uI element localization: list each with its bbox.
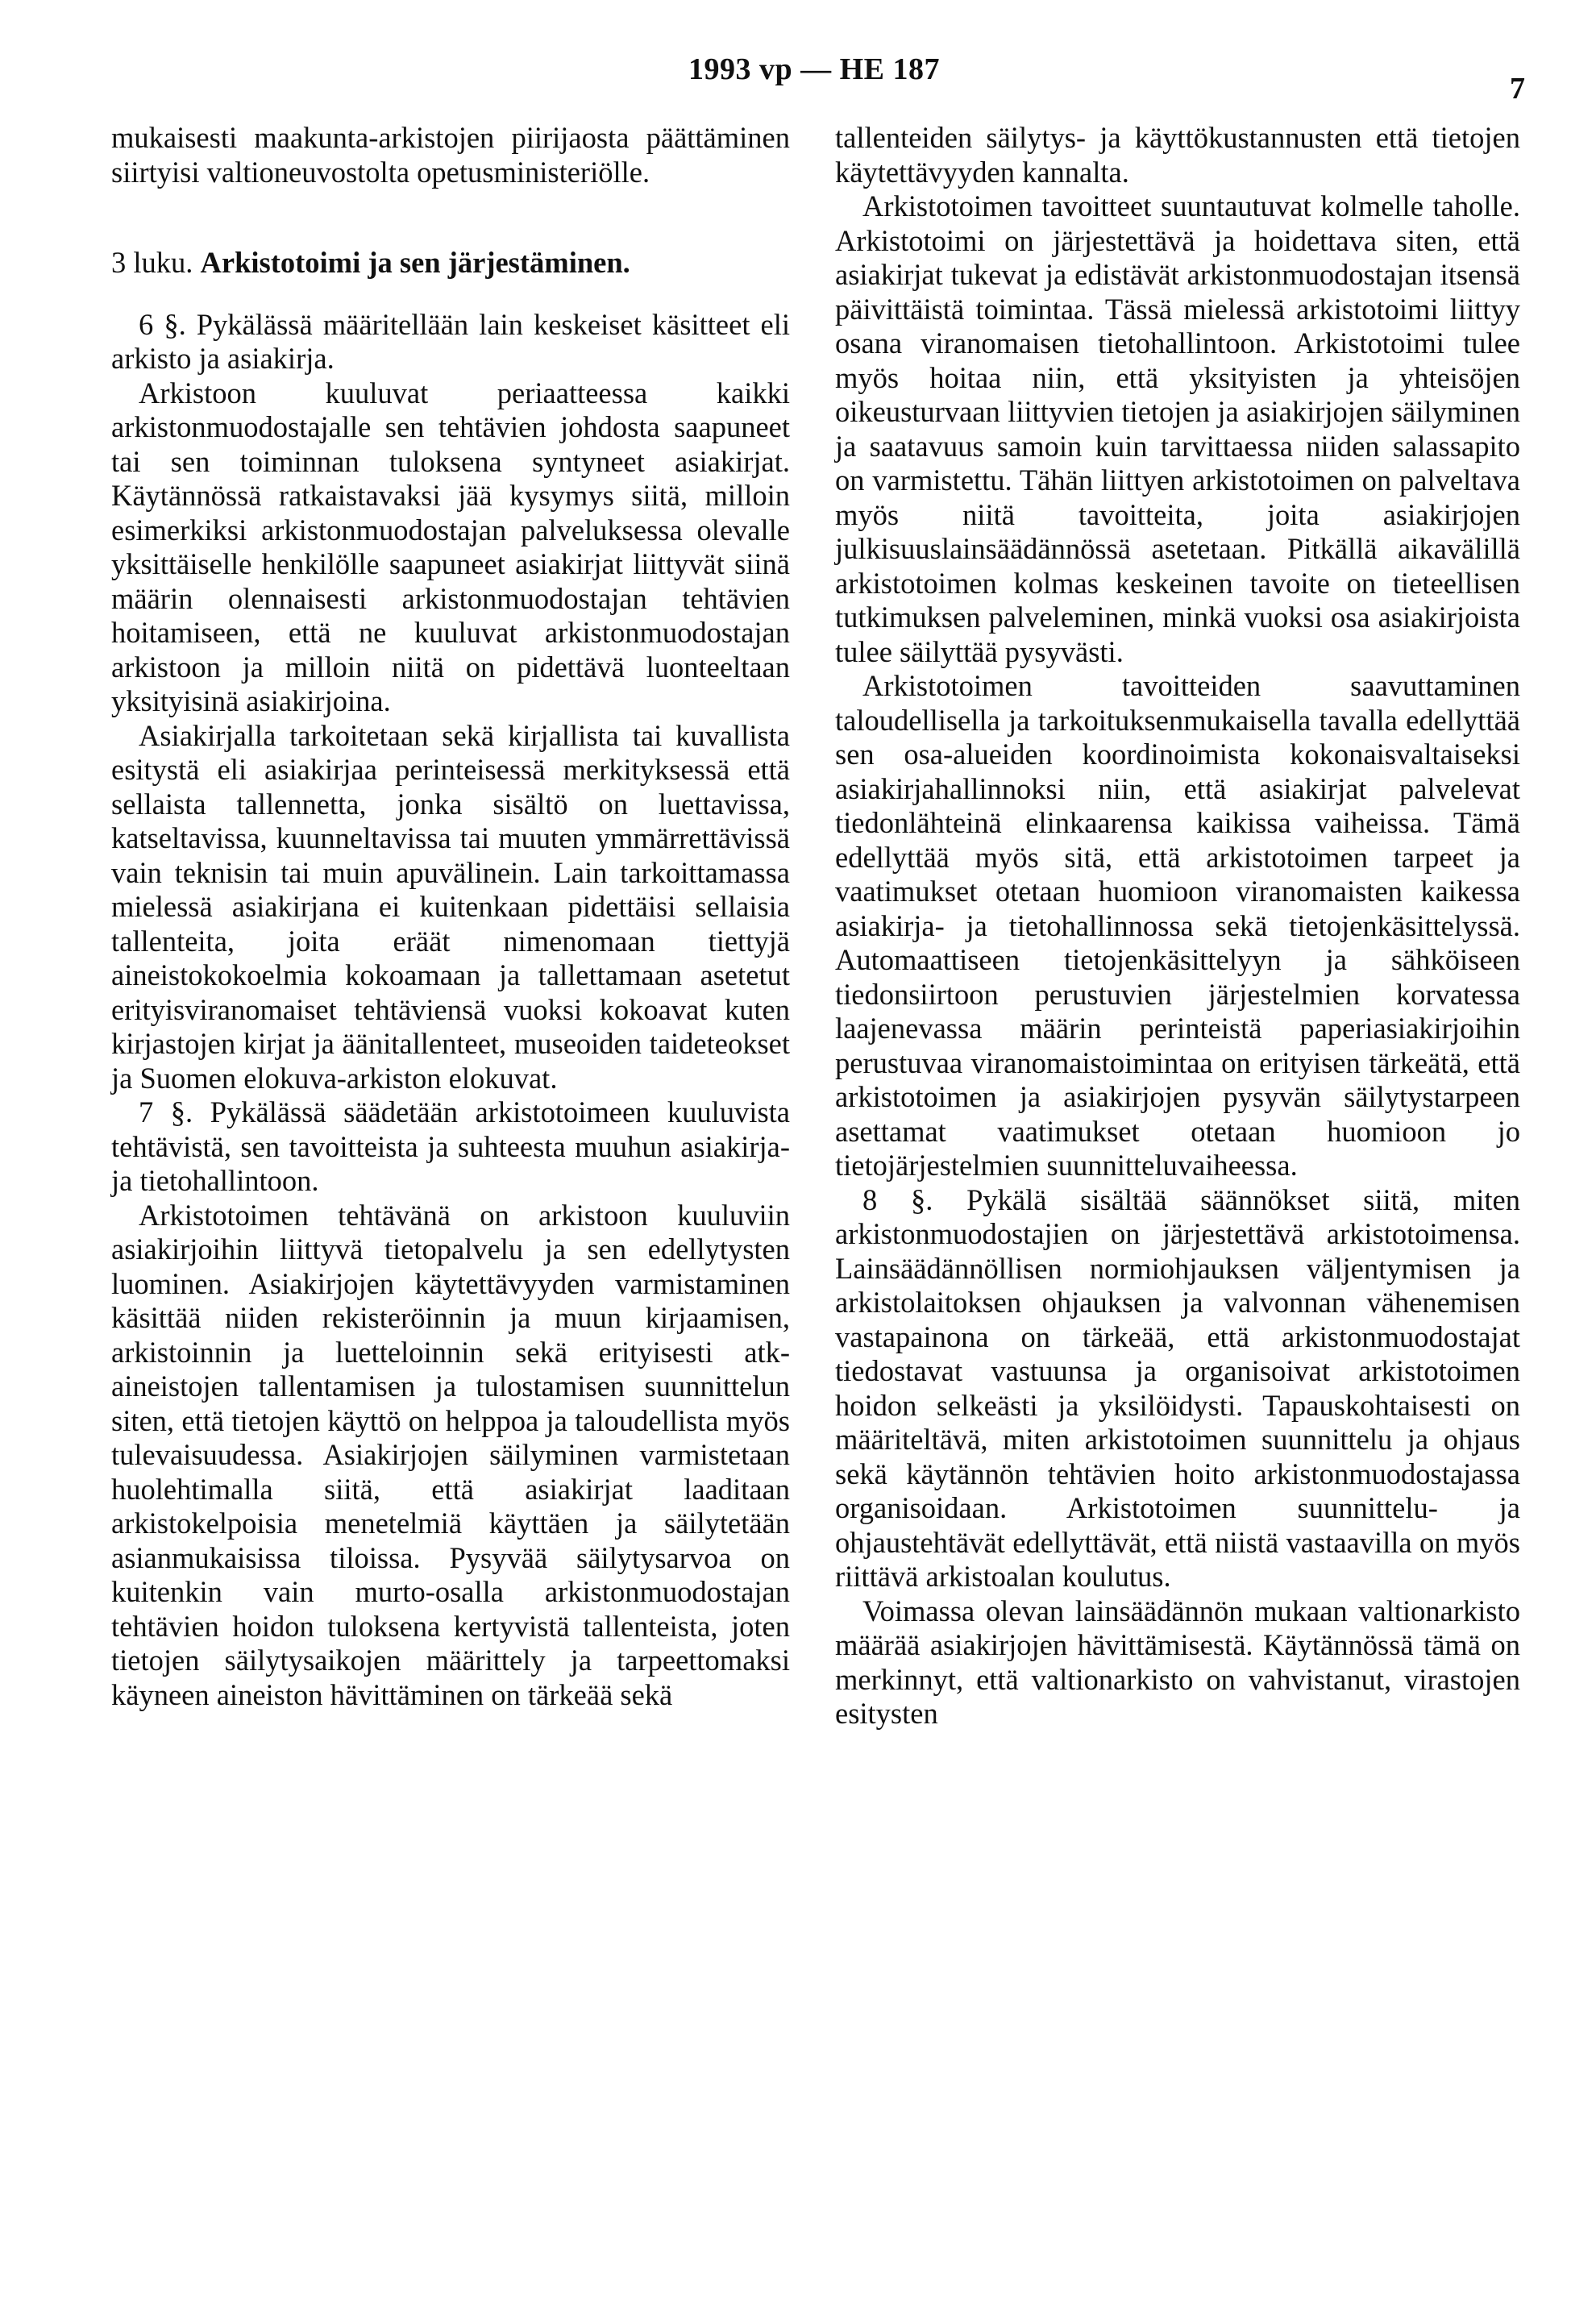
paragraph: 7 §. Pykälässä säädetään arkistotoimeen kuuluvista tehtävistä, sen tavoitteista ja suhteesta muuhun asiakirja- ja tietohallintoon. — [111, 1095, 790, 1197]
chapter-heading — [111, 246, 790, 281]
paragraph: tallenteiden säilytys- ja käyttökustannusten että tietojen käytettävyyden kannalta. — [835, 121, 1520, 189]
page-header — [0, 52, 1596, 106]
paragraph: Arkistotoimen tavoitteet suuntautuvat kolmelle taholle. Arkistotoimi on järjestettävä ja hoidettava siten, että asiakirjat tukevat ja edistävät arkistonmuodostajan itsensä päivittäistä toimintaa. Tässä mielessä arkistotoimi liittyy osana viranomaisen tietohallintoon. Arkistotoimi tulee myös hoitaa niin, että yksityisten ja yhteisöjen oikeusturvaan liittyvien tietojen ja asiakirjojen säilyminen ja saatavuus samoin kuin tarvittaessa niiden salassapito on varmistettu. Tähän liittyen arkistotoimen on palveltava myös niitä tavoitteita, joita asiakirjojen julkisuuslainsäädännössä asetetaan. Pitkällä aikavälillä arkistotoimen kolmas keskeinen tavoite on tieteellisen tutkimuksen palveleminen, minkä vuoksi osa asiakirjoista tulee säilyttää pysyvästi. — [835, 189, 1520, 668]
chapter-number: 3 luku. — [111, 246, 193, 279]
paragraph: Arkistotoimen tavoitteiden saavuttaminen taloudellisella ja tarkoituksenmukaisella tavalla edellyttää sen osa-alueiden koordinoimista kokonaisvaltaiseksi asiakirjahallinnoksi niin, että asiakirjat palvelevat tiedonlähteinä elinkaarensa kaikissa vaiheissa. Tämä edellyttää myös sitä, että arkistotoimen tarpeet ja vaatimukset otetaan huomioon viranomaisten kaikessa asiakirja- ja tietohallinnossa sekä tietojenkäsittelyssä. Automaattiseen tietojenkäsittelyyn ja sähköiseen tiedonsiirtoon perustuvien järjestelmien korvatessa laajenevassa määrin perinteistä paperiasiakirjoihin perustuvaa viranomaistoimintaa on erityisen tärkeätä, että arkistotoimen ja asiakirjojen pysyvän säilytystarpeen asettamat vaatimukset otetaan huomioon jo tietojärjestelmien suunnitteluvaiheessa. — [835, 669, 1520, 1182]
document-title: 1993 vp — HE 187 — [688, 52, 941, 86]
paragraph: mukaisesti maakunta-arkistojen piirijaosta päättäminen siirtyisi valtioneuvostolta opetusministeriölle. — [111, 121, 790, 189]
right-column — [835, 121, 1520, 1731]
page-number: 7 — [1510, 72, 1525, 106]
chapter-title: Arkistotoimi ja sen järjestäminen. — [200, 246, 630, 279]
paragraph: Asiakirjalla tarkoitetaan sekä kirjallista tai kuvallista esitystä eli asiakirjaa perinteisessä merkityksessä että sellaista tallennetta, jonka sisältö on luettavissa, katseltavissa, kuunneltavissa tai muuten ymmärrettävissä vain teknisin tai muin apuvälinein. Lain tarkoittamassa mielessä asiakirjana ei kuitenkaan pidettäisi sellaisia tallenteita, joita eräät nimenomaan tiettyjä aineistokokoelmia kokoamaan ja tallettamaan asetetut erityisviranomaiset tehtäviensä vuoksi kokoavat kuten kirjastojen kirjat ja äänitallenteet, museoiden taideteokset ja Suomen elokuva-arkiston elokuvat. — [111, 718, 790, 1095]
paragraph: 6 §. Pykälässä määritellään lain keskeiset käsitteet eli arkisto ja asiakirja. — [111, 307, 790, 375]
paragraph: Arkistotoimen tehtävänä on arkistoon kuuluviin asiakirjoihin liittyvä tietopalvelu ja sen edellytysten luominen. Asiakirjojen käytettävyyden varmistaminen käsittää niiden rekisteröinnin ja muun kirjaamisen, arkistoinnin ja luetteloinnin sekä erityisesti atk-aineistojen tallentamisen ja tulostamisen suunnittelun siten, että tietojen käyttö on helppoa ja taloudellista myös tulevaisuudessa. Asiakirjojen säilyminen varmistetaan huolehtimalla siitä, että asiakirjat laaditaan arkistokelpoisia menetelmiä käyttäen ja säilytetään asianmukaisissa tiloissa. Pysyvää säilytysarvoa on kuitenkin vain murto-osalla arkistonmuodostajan tehtävien hoidon tuloksena kertyvistä tallenteista, joten tietojen säilytysaikojen määrittely ja tarpeettomaksi käyneen aineiston hävittäminen on tärkeää sekä — [111, 1198, 790, 1711]
paragraph: 8 §. Pykälä sisältää säännökset siitä, miten arkistonmuodostajien on järjestettävä arkistotoimensa. Lainsäädännöllisen normiohjauksen väljentymisen ja arkistolaitoksen ohjauksen ja valvonnan vähenemisen vastapainona on tärkeää, että arkistonmuodostajat tiedostavat vastuunsa ja organisoivat arkistotoimen hoidon selkeästi ja yksilöidysti. Tapauskohtaisesti on määriteltävä, miten arkistotoimen suunnittelu ja ohjaus sekä käytännön tehtävien hoito arkistonmuodostajassa organisoidaan. Arkistotoimen suunnittelu- ja ohjaustehtävät edellyttävät, että niistä vastaavilla on myös riittävä arkistoalan koulutus. — [835, 1182, 1520, 1593]
paragraph: Arkistoon kuuluvat periaatteessa kaikki arkistonmuodostajalle sen tehtävien johdosta saapuneet tai sen toiminnan tuloksena syntyneet asiakirjat. Käytännössä ratkaistavaksi jää kysymys siitä, milloin esimerkiksi arkistonmuodostajan palveluksessa olevalle yksittäiselle henkilölle saapuneet asiakirjat liittyvät siinä määrin olennaisesti arkistonmuodostajan tehtävien hoitamiseen, että ne kuuluvat arkistonmuodostajan arkistoon ja milloin niitä on pidettävä luonteeltaan yksityisinä asiakirjoina. — [111, 376, 790, 717]
left-column — [111, 121, 790, 1712]
paragraph: Voimassa olevan lainsäädännön mukaan valtionarkisto määrää asiakirjojen hävittämisestä. Käytännössä tämä on merkinnyt, että valtionarkisto on vahvistanut, virastojen esitysten — [835, 1594, 1520, 1730]
